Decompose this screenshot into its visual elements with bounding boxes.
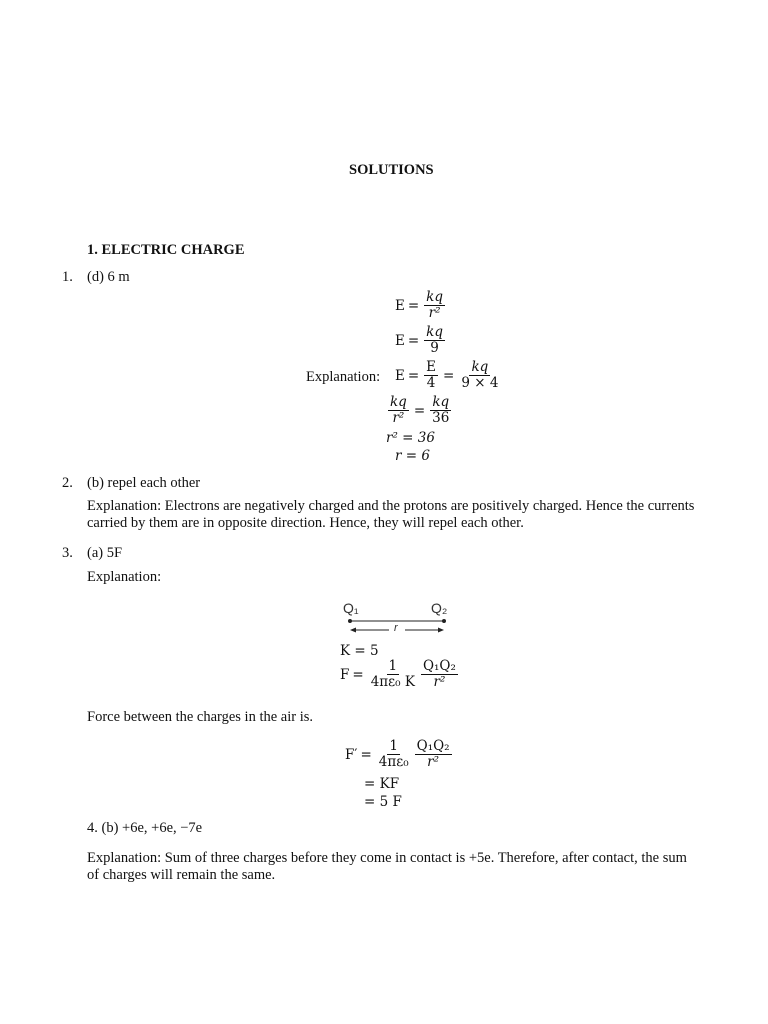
q1-fraction: $\frac{kq}{36}$ [432,394,450,426]
distance-label: r [394,622,398,634]
q1-eq6: r = 6 [395,448,430,464]
q1-eq4: $\frac{kq}{\text{r²}}$ = $\frac{kq}{36}$ [390,394,450,426]
q1-fraction: $\frac{kq}{\text{r²}}$ [390,394,407,426]
q3-fraction: $\frac{\text{Q₁Q₂}}{\text{r²}}$ [416,738,450,770]
q3-fraction: $\frac{\text{Q₁Q₂}}{\text{r²}}$ [422,658,456,690]
q3-explanation-label: Explanation: [87,569,162,585]
q2-explanation: Explanation: Electrons are negatively charged and the protons are positively charged. Hence the currents carried by them are in opposite direction. Hence, they will repel each other. [87,498,695,531]
q1-answer: (d) 6 m [87,269,130,285]
q3-5f-eq: = 5 F [364,794,402,810]
q3-kf-eq: = KF [364,776,400,792]
q1-fraction: $\frac{E}{4}$ [426,359,437,391]
q3-answer: (a) 5F [87,545,123,561]
q1-eq3: E = $\frac{E}{4}$ = $\frac{kq}{9 \times 4}$ [395,359,499,391]
q3-fraction: $\frac{1}{\text{4πε₀ K}}$ [370,658,415,690]
q4-explanation: Explanation: Sum of three charges before they come in contact is +5e. Therefore, after contact, the sum of charges will remain the same. [87,850,687,883]
section-heading: 1. ELECTRIC CHARGE [87,242,245,258]
q1-eq1: E = $\frac{kq}{\text{r²}}$ [395,289,443,321]
q3-force-eq: F = $\frac{1}{\text{4πε₀ K}}$ $\frac{\text{Q₁Q₂}}{\text{r²}}$ [340,658,456,690]
q3-force-air-eq: F′ = $\frac{1}{\text{4πε₀}}$ $\frac{\text{Q₁Q₂}}{\text{r²}}$ [345,738,450,770]
q3-k-eq: K = 5 [340,643,379,659]
q1-eq5: r² = 36 [386,430,435,446]
q1-eq2: E = $\frac{kq}{9}$ [395,324,443,356]
q1-e-symbol: E [395,297,405,314]
q1-fraction: $\frac{kq}{\text{r²}}$ [426,289,443,321]
q4-answer: 4. (b) +6e, +6e, −7e [87,820,203,836]
q1-explanation-label: Explanation: [306,369,381,385]
page-title: SOLUTIONS [349,162,434,178]
q3-air-text: Force between the charges in the air is. [87,709,314,725]
q3-fraction: $\frac{1}{\text{4πε₀}}$ [378,738,409,770]
q1-charge-label: Q₁ [343,600,359,616]
q3-number: 3. [62,545,73,561]
q1-fraction: $\frac{kq}{9 \times 4}$ [461,359,499,391]
q2-charge-label: Q₂ [431,600,448,616]
q1-fraction: $\frac{kq}{9}$ [426,324,443,356]
q2-answer: (b) repel each other [87,475,201,491]
q2-number: 2. [62,475,73,491]
q1-number: 1. [62,269,73,285]
arrowhead-right-icon [438,628,444,633]
arrowhead-left-icon [350,628,356,633]
